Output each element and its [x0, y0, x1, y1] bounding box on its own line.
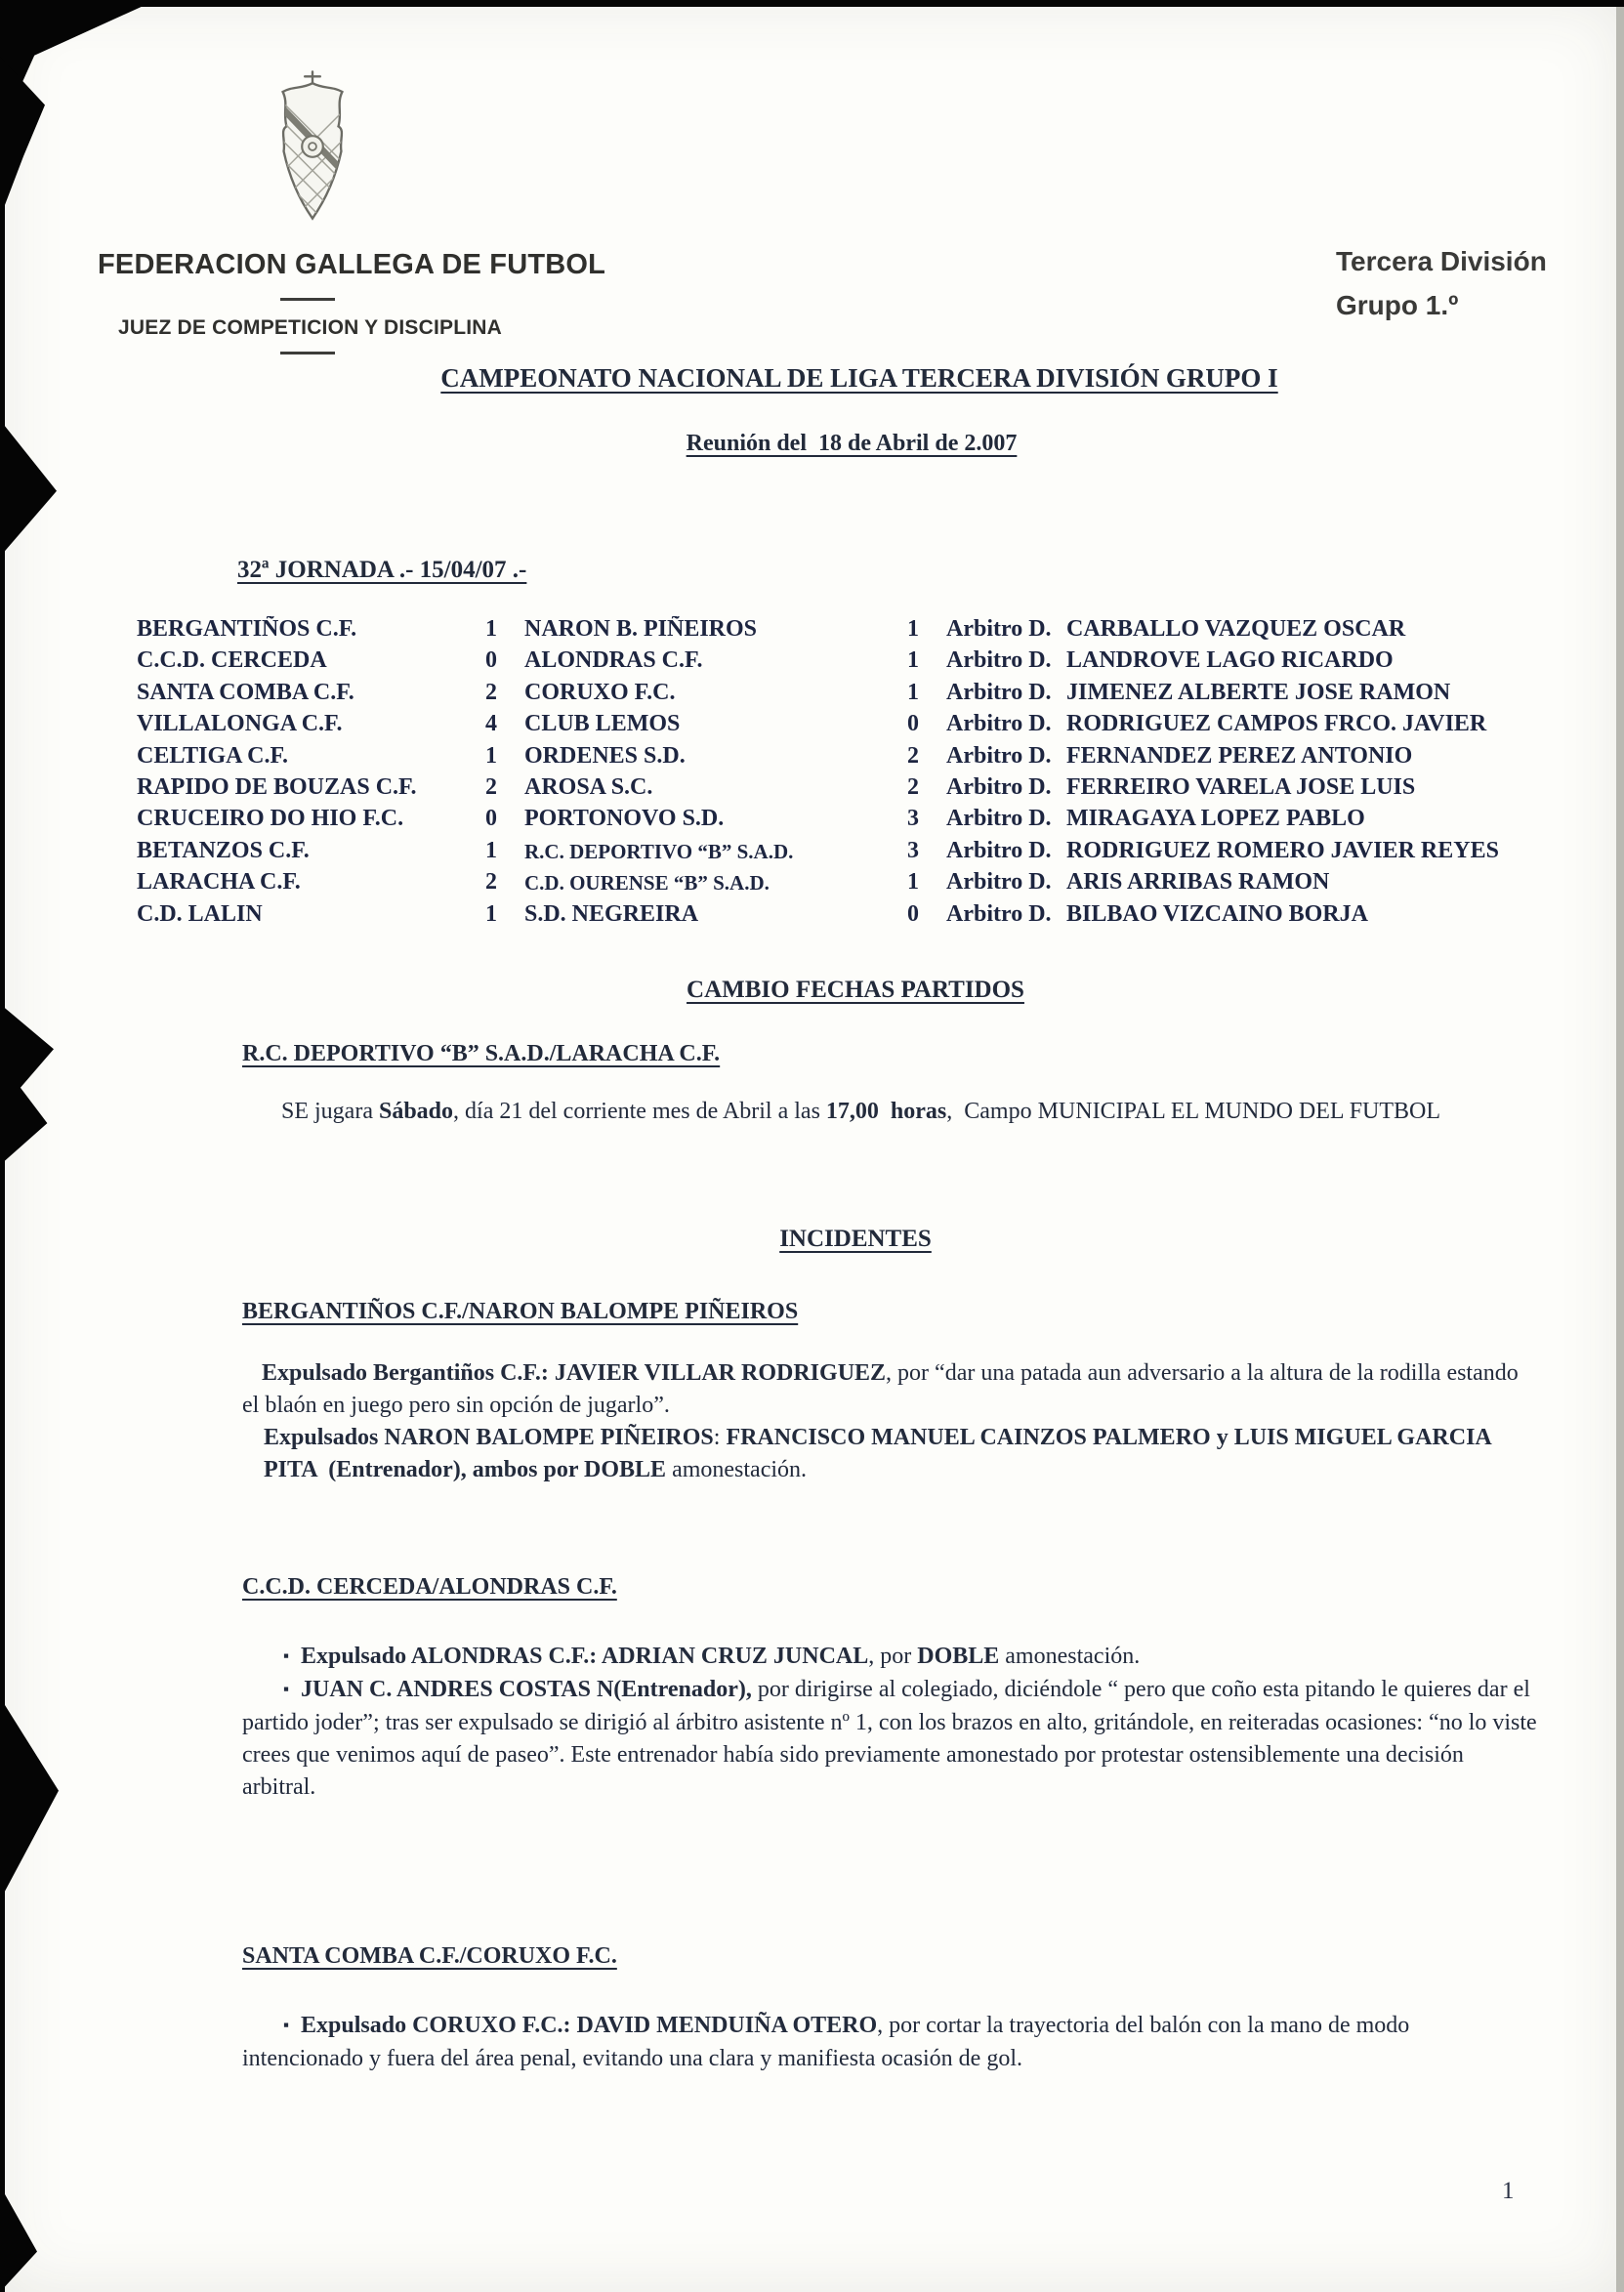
incident-text: Expulsado ALONDRAS C.F.: ADRIAN CRUZ JUNCAL, por DOBLE amonestación.	[301, 1644, 1141, 1669]
away-score: 1	[907, 679, 919, 705]
home-team: CRUCEIRO DO HIO F.C.	[137, 806, 404, 832]
meeting-date: Reunión del 18 de Abril de 2.007	[686, 431, 1018, 456]
page-number: 1	[1502, 2178, 1515, 2204]
referee-label: Arbitro D.	[946, 773, 1052, 800]
incident-section	[242, 1357, 1533, 1486]
scan-artifact	[0, 1004, 54, 1165]
incident-paragraph	[242, 2010, 1521, 2075]
match-row	[137, 711, 1562, 742]
home-team: RAPIDO DE BOUZAS C.F.	[137, 773, 417, 800]
away-team: PORTONOVO S.D.	[524, 806, 725, 832]
home-team: BETANZOS C.F.	[137, 837, 310, 863]
referee-label: Arbitro D.	[946, 837, 1052, 863]
away-score: 1	[907, 647, 919, 674]
scan-artifact	[0, 57, 45, 218]
incident-text: Expulsado CORUXO F.C.: DAVID MENDUIÑA OTERO, por cortar la trayectoria del balón con la mano de modo intencionado y fuera del área penal, evitando una clara y manifiesta ocasión de gol.	[242, 2013, 1416, 2071]
org-department: JUEZ DE COMPETICION Y DISCIPLINA	[118, 316, 503, 339]
home-score: 1	[485, 742, 497, 769]
referee-name: BILBAO VIZCAINO BORJA	[1066, 900, 1368, 927]
jornada-heading: 32ª JORNADA .- 15/04/07 .-	[237, 557, 527, 583]
home-score: 0	[485, 647, 497, 674]
org-separator	[280, 352, 335, 354]
home-team: CELTIGA C.F.	[137, 742, 288, 769]
scan-artifact	[0, 420, 57, 557]
home-score: 2	[485, 869, 497, 896]
match-row	[137, 743, 1562, 774]
incident-text: JUAN C. ANDRES COSTAS N(Entrenador), por dirigirse al colegiado, diciéndole “ pero que coño esta pitando le quieres dar el partido joder”; tras ser expulsado se dirigió al árbitro asistente nº 1, con los brazos en alto, gritándole, en reiteradas ocasiones: “no lo viste crees que venimos aquí de paseo”. Este entrenador había sido previamente amonestado por protestar ostensiblemente una decisión arbitral.	[242, 1677, 1543, 1800]
match-row	[137, 647, 1562, 679]
away-score: 3	[907, 806, 919, 832]
section-heading-cambio-fechas: CAMBIO FECHAS PARTIDOS	[687, 977, 1024, 1003]
referee-name: RODRIGUEZ ROMERO JAVIER REYES	[1066, 837, 1499, 863]
away-team: NARON B. PIÑEIROS	[524, 616, 758, 642]
match-row	[137, 680, 1562, 711]
scan-artifact	[0, 2186, 37, 2292]
group-label: Grupo 1.º	[1336, 290, 1459, 320]
home-score: 4	[485, 711, 497, 737]
incident-paragraph: Expulsados NARON BALOMPE PIÑEIROS: FRANCISCO MANUEL CAINZOS PALMERO y LUIS MIGUEL GARCIA PITA (Entrenador), ambos por DOBLE amonestación.	[264, 1425, 1497, 1482]
match-row	[137, 869, 1562, 900]
incident-title: SANTA COMBA C.F./CORUXO F.C.	[242, 1943, 617, 1969]
match-row	[137, 774, 1562, 806]
referee-name: MIRAGAYA LOPEZ PABLO	[1066, 806, 1365, 832]
referee-name: RODRIGUEZ CAMPOS FRCO. JAVIER	[1066, 711, 1487, 737]
away-team: ALONDRAS C.F.	[524, 647, 703, 674]
referee-name: JIMENEZ ALBERTE JOSE RAMON	[1066, 679, 1451, 705]
incident-section	[242, 2010, 1521, 2075]
division-label: Tercera División	[1336, 246, 1547, 276]
referee-name: CARBALLO VAZQUEZ OSCAR	[1066, 616, 1406, 642]
match-change-body: SE jugara Sábado, día 21 del corriente mes de Abril a las 17,00 horas, Campo MUNICIPAL EL MUNDO DEL FUTBOL	[281, 1099, 1441, 1124]
referee-name: ARIS ARRIBAS RAMON	[1066, 869, 1330, 896]
away-team: C.D. OURENSE “B” S.A.D.	[524, 871, 770, 896]
home-score: 1	[485, 616, 497, 642]
referee-label: Arbitro D.	[946, 806, 1052, 832]
away-score: 0	[907, 900, 919, 927]
document-title: CAMPEONATO NACIONAL DE LIGA TERCERA DIVISIÓN GRUPO I	[440, 363, 1278, 393]
bullet-icon: ▪	[283, 1646, 290, 1665]
home-team: C.C.D. CERCEDA	[137, 647, 327, 674]
scan-artifact-right-edge	[1616, 0, 1624, 2292]
federation-crest-logo	[260, 68, 365, 227]
home-team: SANTA COMBA C.F.	[137, 679, 354, 705]
referee-label: Arbitro D.	[946, 679, 1052, 705]
match-results-table	[137, 616, 1562, 933]
away-team: ORDENES S.D.	[524, 742, 686, 769]
away-score: 2	[907, 742, 919, 769]
match-row	[137, 616, 1562, 647]
referee-label: Arbitro D.	[946, 711, 1052, 737]
home-team: LARACHA C.F.	[137, 869, 301, 896]
match-row	[137, 806, 1562, 837]
incident-paragraph	[242, 1674, 1541, 1804]
away-team: CLUB LEMOS	[524, 711, 681, 737]
away-score: 0	[907, 711, 919, 737]
incident-paragraph	[242, 1641, 1541, 1674]
bullet-icon: ▪	[283, 1680, 290, 1698]
away-score: 1	[907, 616, 919, 642]
home-team: BERGANTIÑOS C.F.	[137, 616, 357, 642]
incident-title: C.C.D. CERCEDA/ALONDRAS C.F.	[242, 1574, 617, 1600]
match-row	[137, 901, 1562, 933]
incident-title: BERGANTIÑOS C.F./NARON BALOMPE PIÑEIROS	[242, 1299, 799, 1324]
away-score: 3	[907, 837, 919, 863]
bullet-icon: ▪	[283, 2016, 290, 2034]
org-name: FEDERACION GALLEGA DE FUTBOL	[98, 249, 606, 280]
home-team: C.D. LALIN	[137, 900, 263, 927]
referee-name: FERREIRO VARELA JOSE LUIS	[1066, 773, 1416, 800]
scan-artifact	[0, 1697, 59, 1900]
away-team: S.D. NEGREIRA	[524, 900, 699, 927]
referee-label: Arbitro D.	[946, 742, 1052, 769]
away-score: 1	[907, 869, 919, 896]
away-score: 2	[907, 773, 919, 800]
home-score: 0	[485, 806, 497, 832]
away-team: R.C. DEPORTIVO “B” S.A.D.	[524, 839, 794, 863]
home-score: 2	[485, 679, 497, 705]
section-heading-incidentes: INCIDENTES	[779, 1226, 932, 1252]
incident-section	[242, 1641, 1541, 1804]
referee-label: Arbitro D.	[946, 900, 1052, 927]
away-team: CORUXO F.C.	[524, 679, 676, 705]
home-team: VILLALONGA C.F.	[137, 711, 343, 737]
referee-label: Arbitro D.	[946, 647, 1052, 674]
referee-label: Arbitro D.	[946, 869, 1052, 896]
home-score: 1	[485, 900, 497, 927]
match-row	[137, 838, 1562, 869]
home-score: 1	[485, 837, 497, 863]
referee-label: Arbitro D.	[946, 616, 1052, 642]
away-team: AROSA S.C.	[524, 773, 653, 800]
incident-paragraph: Expulsado Bergantiños C.F.: JAVIER VILLAR RODRIGUEZ, por “dar una patada aun adversario a la altura de la rodilla estando el blaón en juego pero sin opción de jugarlo”.	[242, 1360, 1524, 1418]
referee-name: FERNANDEZ PEREZ ANTONIO	[1066, 742, 1413, 769]
scan-artifact-top	[0, 0, 1624, 7]
home-score: 2	[485, 773, 497, 800]
org-separator	[280, 298, 335, 301]
referee-name: LANDROVE LAGO RICARDO	[1066, 647, 1394, 674]
match-change-title: R.C. DEPORTIVO “B” S.A.D./LARACHA C.F.	[242, 1041, 721, 1066]
